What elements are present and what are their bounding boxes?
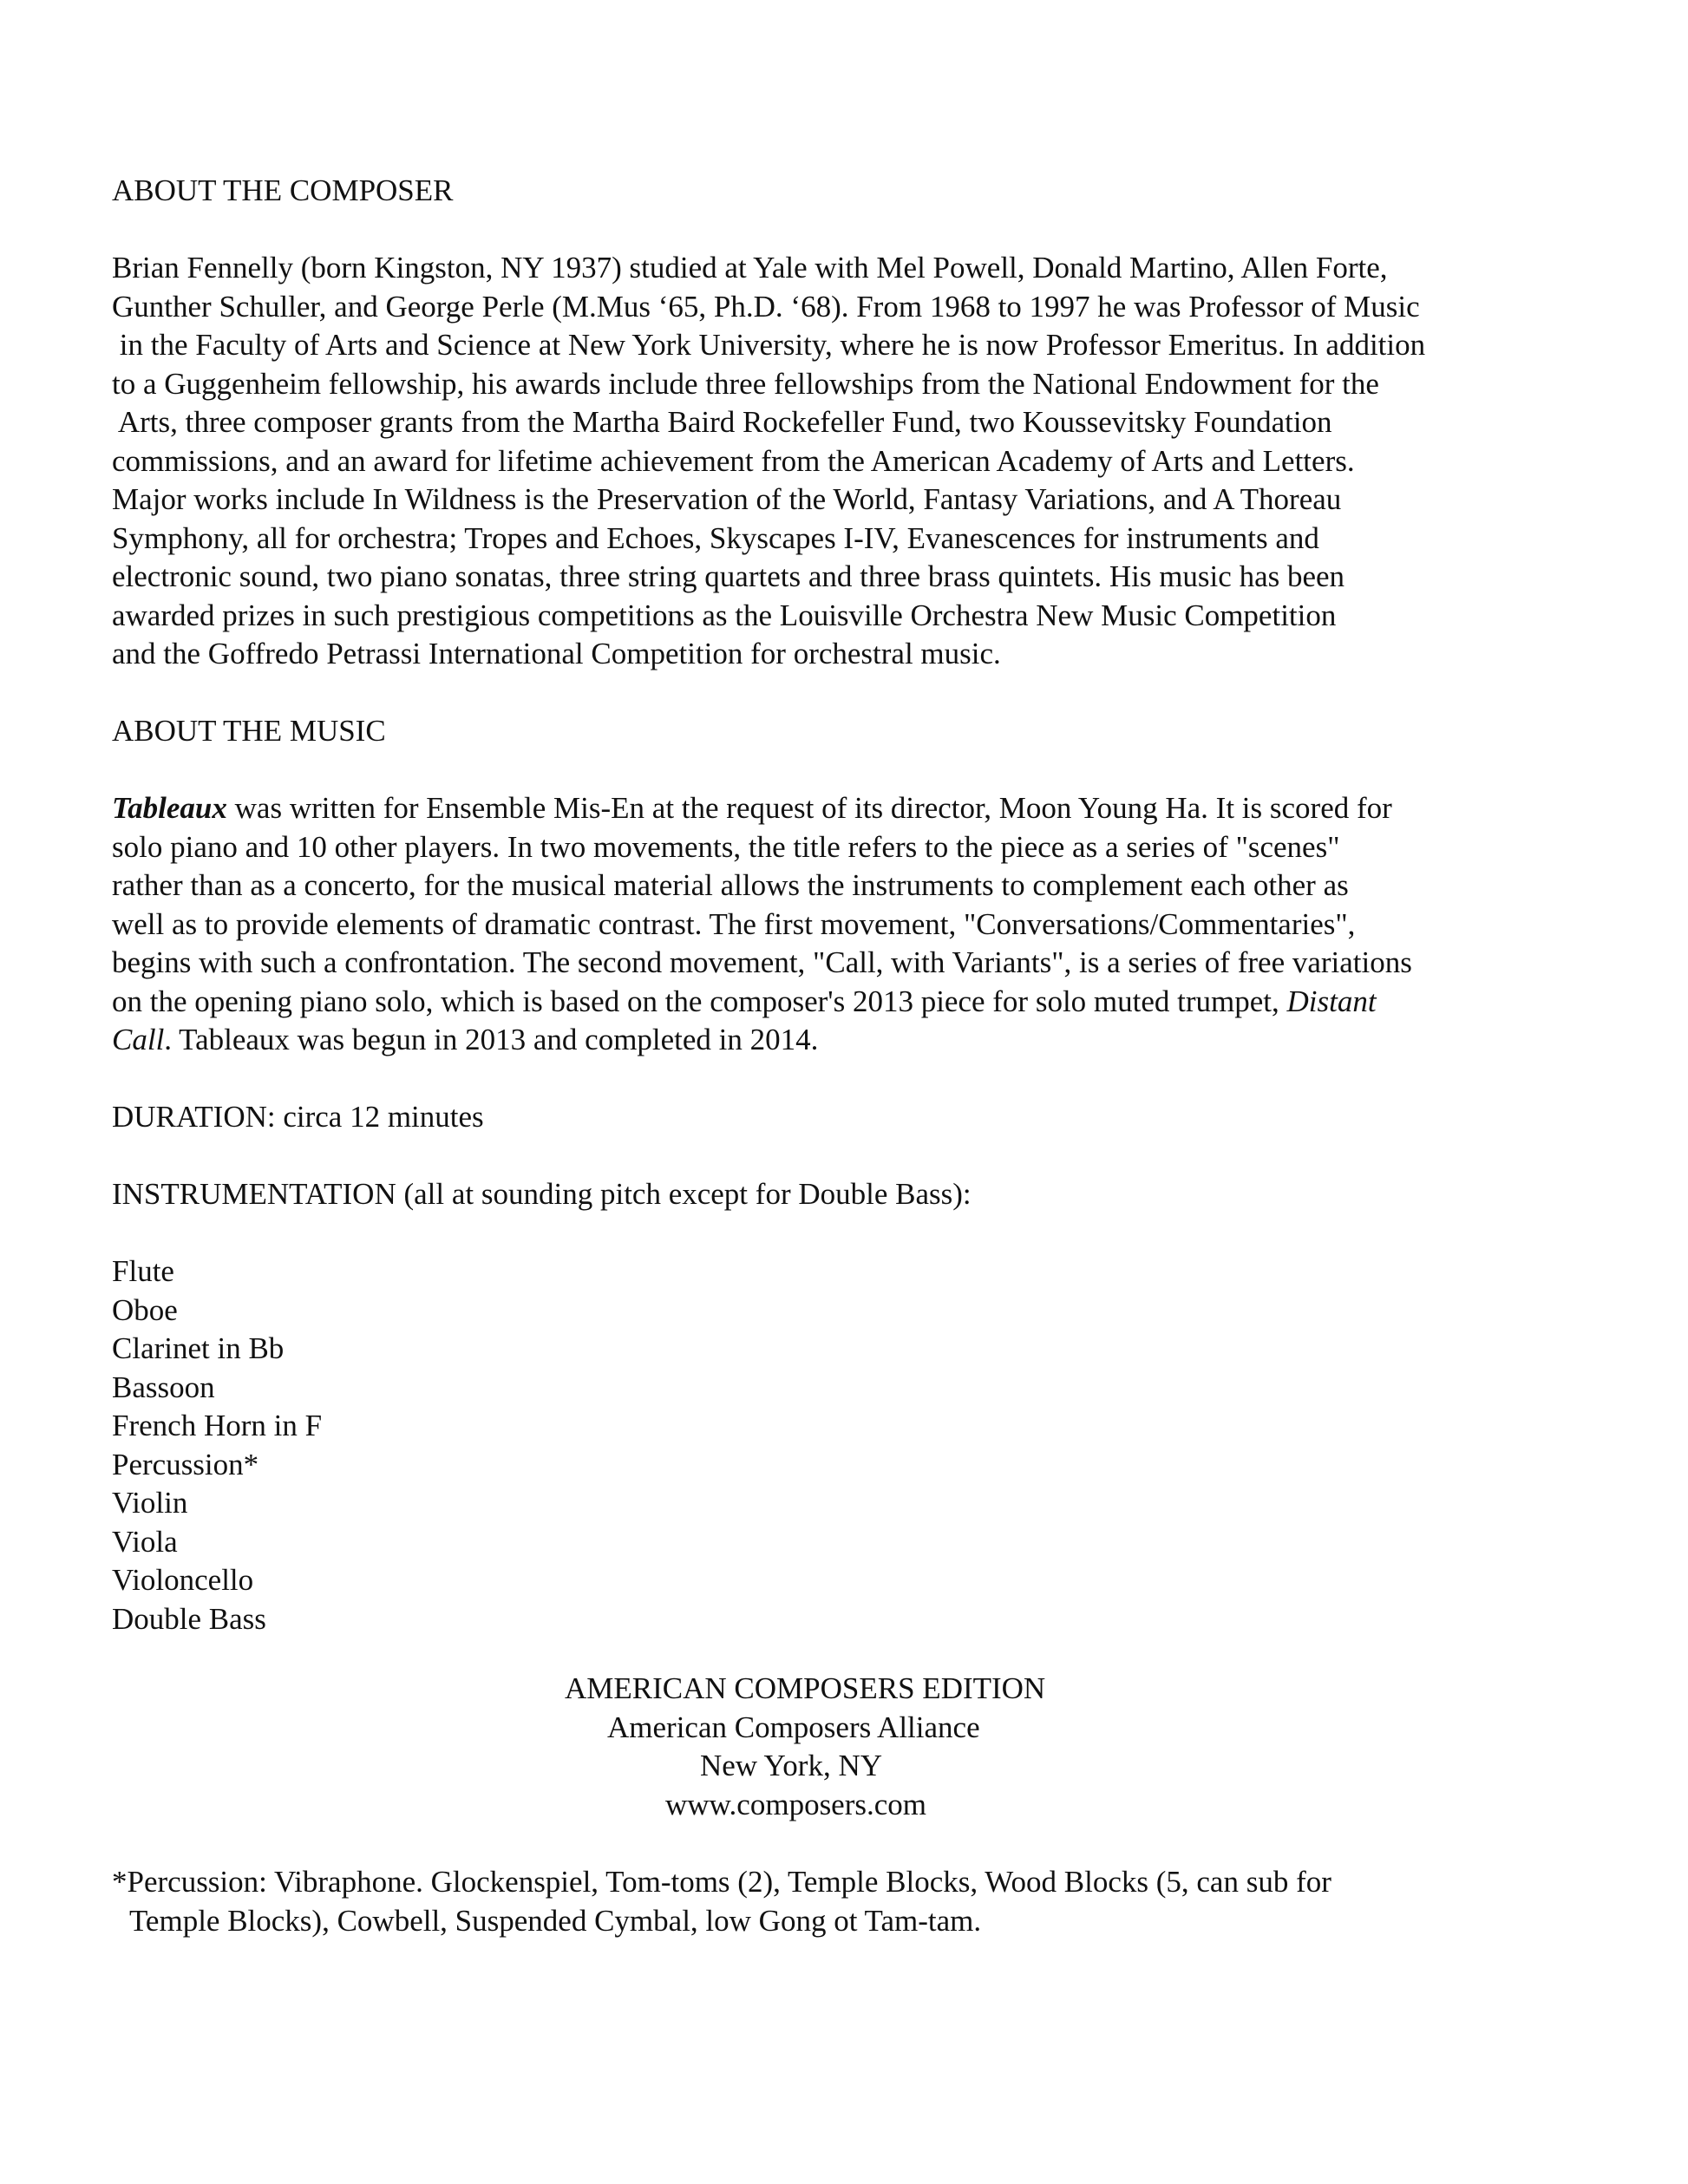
music-description-text: was written for Ensemble Mis-En at the request of its director, Moon Young Ha. It is scored for <box>226 791 1392 825</box>
about-composer-section <box>112 172 1604 674</box>
music-description-paragraph <box>112 789 1604 1060</box>
instrument-item: Viola <box>112 1524 178 1559</box>
instrument-item: Clarinet in Bb <box>112 1331 285 1365</box>
music-description-line: begins with such a confrontation. The second movement, "Call, with Variants", is a series of free variations <box>112 945 1412 979</box>
about-composer-heading: ABOUT THE COMPOSER <box>112 173 454 207</box>
instrument-item: Oboe <box>112 1292 178 1327</box>
footnote-line: Temple Blocks), Cowbell, Suspended Cymbal, low Gong ot Tam-tam. <box>129 1903 982 1938</box>
footnote-line: *Percussion: Vibraphone. Glockenspiel, Tom-toms (2), Temple Blocks, Wood Blocks (5, can sub for <box>112 1865 1331 1899</box>
referenced-work-title: Call <box>112 1023 165 1056</box>
instrument-item: French Horn in F <box>112 1409 323 1442</box>
music-description-text: on the opening piano solo, which is based on the composer's 2013 piece for solo muted trumpet, <box>112 984 1287 1018</box>
instrumentation-heading: INSTRUMENTATION (all at sounding pitch except for Double Bass): <box>112 1177 972 1211</box>
music-description-line: solo piano and 10 other players. In two movements, the title refers to the piece as a series of "scenes" <box>112 829 1340 864</box>
duration-text: DURATION: circa 12 minutes <box>112 1100 484 1134</box>
composer-bio-line: Major works include In Wildness is the Preservation of the World, Fantasy Variations, and A Thoreau <box>112 482 1342 516</box>
publisher-edition: AMERICAN COMPOSERS EDITION <box>565 1671 1046 1705</box>
about-music-section <box>112 712 1604 1060</box>
music-description-line: rather than as a concerto, for the musical material allows the instruments to complement each other as <box>112 868 1349 902</box>
music-description-line: well as to provide elements of dramatic contrast. The first movement, "Conversations/Commentaries", <box>112 906 1356 941</box>
document-page <box>112 172 1604 1938</box>
instrument-list <box>112 1252 1604 1638</box>
referenced-work-title: Distant <box>1286 984 1377 1018</box>
composer-bio-line: in the Faculty of Arts and Science at New York University, where he is now Professor Emeritus. In addition <box>112 328 1426 362</box>
publisher-website: www.composers.com <box>665 1787 927 1821</box>
music-description-text: . Tableaux was begun in 2013 and completed in 2014. <box>164 1023 819 1056</box>
work-title: Tableaux <box>112 791 227 825</box>
percussion-footnote <box>112 1863 1331 1940</box>
instrument-item: Violoncello <box>112 1563 254 1597</box>
composer-bio-line: Symphony, all for orchestra; Tropes and Echoes, Skyscapes I-IV, Evanescences for instruments and <box>112 520 1319 555</box>
instrument-item: Bassoon <box>112 1370 215 1404</box>
about-music-heading: ABOUT THE MUSIC <box>112 714 386 748</box>
composer-bio-line: electronic sound, two piano sonatas, three string quartets and three brass quintets. His music has been <box>112 559 1345 593</box>
instrumentation-section <box>112 1175 1604 1638</box>
instrument-item: Flute <box>112 1254 174 1288</box>
music-description-line <box>112 983 1604 1022</box>
publisher-location: New York, NY <box>700 1749 883 1782</box>
composer-bio-line: Brian Fennelly (born Kingston, NY 1937) studied at Yale with Mel Powell, Donald Martino, Allen Forte, <box>112 251 1388 284</box>
publisher-organization: American Composers Alliance <box>607 1710 980 1744</box>
composer-bio-line: to a Guggenheim fellowship, his awards include three fellowships from the National Endowment for the <box>112 366 1379 401</box>
composer-bio-paragraph <box>112 249 1604 674</box>
music-description-line <box>112 1021 1604 1060</box>
composer-bio-line: awarded prizes in such prestigious competitions as the Louisville Orchestra New Music Competition <box>112 598 1337 632</box>
instrument-item: Percussion* <box>112 1447 259 1481</box>
instrument-item: Double Bass <box>112 1601 266 1636</box>
instrument-item: Violin <box>112 1486 188 1520</box>
composer-bio-line: commissions, and an award for lifetime achievement from the American Academy of Arts and Letters. <box>112 443 1355 478</box>
composer-bio-line: and the Goffredo Petrassi International Competition for orchestral music. <box>112 637 1001 670</box>
composer-bio-line: Gunther Schuller, and George Perle (M.Mus ‘65, Ph.D. ‘68). From 1968 to 1997 he was Professor of Music <box>112 289 1420 324</box>
publisher-block <box>112 1670 1534 1824</box>
music-description-line <box>112 789 1604 828</box>
composer-bio-line: Arts, three composer grants from the Martha Baird Rockefeller Fund, two Koussevitsky Foundation <box>112 405 1332 439</box>
